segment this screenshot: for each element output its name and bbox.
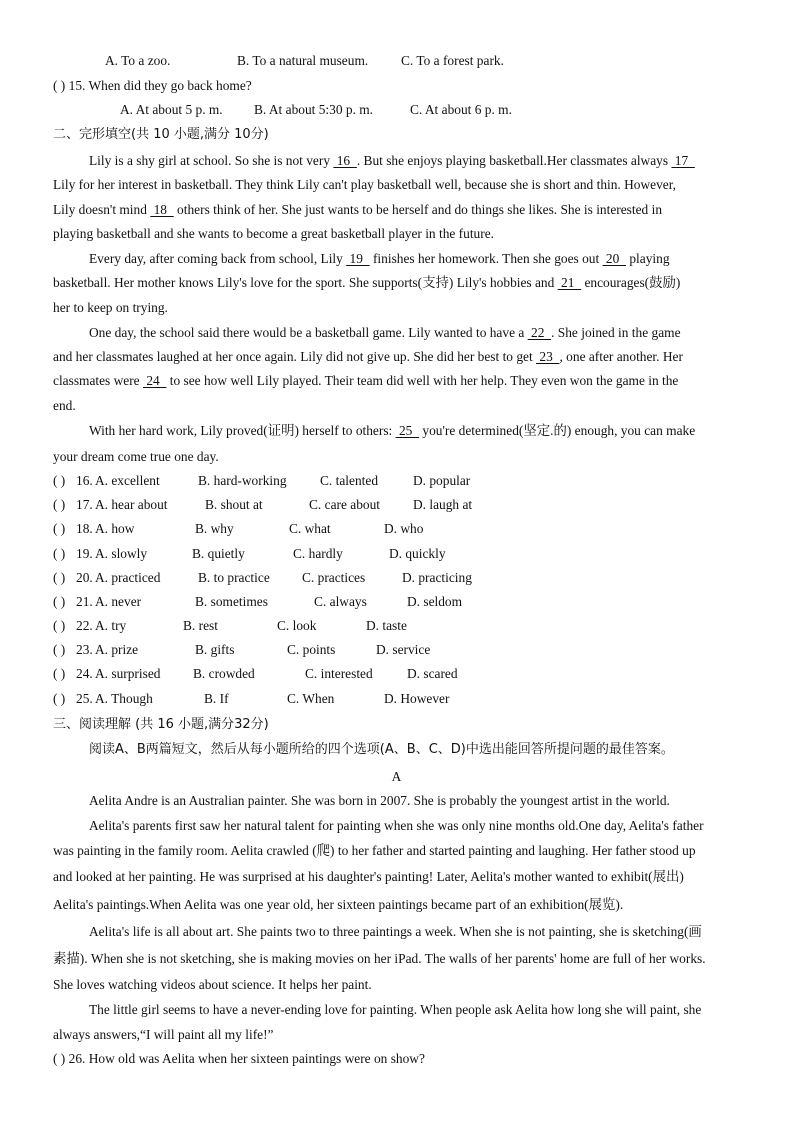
section3-title: 三、阅读理解 (共 16 小题,满分32分)	[53, 717, 269, 732]
cloze-blank-24[interactable]: 24	[142, 373, 167, 388]
option-d[interactable]: D. quickly	[389, 546, 446, 561]
option-d[interactable]: D. practicing	[402, 570, 472, 585]
cloze-text: playing	[626, 251, 670, 266]
cloze-text: you're determined(坚定.的) enough, you can make	[419, 423, 696, 438]
cloze-blank-25[interactable]: 25	[395, 423, 420, 438]
question-number: 23.	[76, 642, 93, 657]
cloze-line	[89, 423, 740, 439]
option-c[interactable]: C. look	[277, 618, 317, 633]
cloze-text: Lily doesn't mind	[53, 202, 151, 217]
cloze-text: basketball. Her mother knows Lily's love for the sport. She supports(支持) Lily's hobbies and	[53, 275, 558, 290]
option-a[interactable]: A. try	[95, 618, 127, 633]
option-c[interactable]: C. When	[287, 691, 335, 706]
answer-bracket[interactable]: ( )	[53, 691, 66, 706]
cloze-line	[89, 251, 740, 267]
answer-bracket[interactable]: ( )	[53, 521, 66, 536]
answer-bracket[interactable]: ( )	[53, 642, 66, 657]
option-d[interactable]: D. who	[384, 521, 424, 536]
cloze-line	[53, 226, 740, 242]
option-c[interactable]: C. talented	[320, 473, 379, 488]
cloze-line	[53, 177, 740, 193]
q15-option-a: A. At about 5 p. m.	[120, 102, 223, 117]
answer-bracket[interactable]: ( )	[53, 618, 66, 633]
cloze-text: your dream come true one day.	[53, 449, 219, 464]
cloze-line	[89, 325, 740, 341]
option-b[interactable]: B. crowded	[193, 666, 255, 681]
cloze-text: to see how well Lily played. Their team did well with her help. They even won the game in the	[166, 373, 679, 388]
option-c[interactable]: C. always	[314, 594, 367, 609]
passage-a-line: 素描). When she is not sketching, she is making movies on her iPad. The walls of her parents' home are full of her works.	[53, 951, 706, 966]
cloze-text: , one after another. Her	[559, 349, 683, 364]
cloze-blank-19[interactable]: 19	[346, 251, 370, 266]
passage-a-line: always answers,“I will paint all my life!”	[53, 1027, 274, 1042]
passage-a-line: and looked at her painting. He was surprised at his daughter's painting! Later, Aelita's mother wanted to exhibit(展出)	[53, 869, 684, 884]
q26-line	[53, 1051, 425, 1067]
answer-bracket[interactable]: ( )	[53, 570, 66, 585]
option-b[interactable]: B. quietly	[192, 546, 245, 561]
q15-stem: 15. When did they go back home?	[68, 78, 252, 93]
option-d[interactable]: D. taste	[366, 618, 407, 633]
q26-bracket[interactable]: ( )	[53, 1051, 66, 1066]
question-number: 20.	[76, 570, 93, 585]
cloze-line	[53, 349, 740, 365]
cloze-blank-21[interactable]: 21	[557, 275, 582, 290]
cloze-line	[89, 153, 740, 169]
question-number: 25.	[76, 691, 93, 706]
cloze-text: others think of her. She just wants to be herself and do things she likes. She is interested in	[173, 202, 663, 217]
option-b[interactable]: B. gifts	[195, 642, 235, 657]
cloze-text: and her classmates laughed at her once again. Lily did not give up. She did her best to get	[53, 349, 537, 364]
option-d[interactable]: D. seldom	[407, 594, 463, 609]
option-c[interactable]: C. hardly	[293, 546, 343, 561]
cloze-text: playing basketball and she wants to become a great basketball player in the future.	[53, 226, 494, 241]
passage-a-line: was painting in the family room. Aelita crawled (爬) to her father and started painting and laughing. Her father stood up	[53, 843, 696, 858]
option-d[interactable]: D. popular	[413, 473, 471, 488]
cloze-blank-18[interactable]: 18	[150, 202, 174, 217]
cloze-blank-23[interactable]: 23	[536, 349, 560, 364]
option-b[interactable]: B. If	[204, 691, 229, 706]
option-c[interactable]: C. points	[287, 642, 336, 657]
option-a[interactable]: A. never	[95, 594, 142, 609]
option-a[interactable]: A. slowly	[95, 546, 148, 561]
option-b[interactable]: B. sometimes	[195, 594, 268, 609]
option-a[interactable]: A. hear about	[95, 497, 168, 512]
passage-a-line: Aelita Andre is an Australian painter. She was born in 2007. She is probably the youngest artist in the world.	[89, 793, 670, 808]
answer-bracket[interactable]: ( )	[53, 497, 66, 512]
question-number: 19.	[76, 546, 93, 561]
option-b[interactable]: B. shout at	[205, 497, 263, 512]
option-b[interactable]: B. why	[195, 521, 234, 536]
option-a[interactable]: A. practiced	[95, 570, 161, 585]
option-d[interactable]: D. However	[384, 691, 450, 706]
cloze-blank-17[interactable]: 17	[671, 153, 695, 168]
cloze-blank-16[interactable]: 16	[333, 153, 357, 168]
option-c[interactable]: C. interested	[305, 666, 373, 681]
option-c[interactable]: C. what	[289, 521, 331, 536]
option-b[interactable]: B. hard-working	[198, 473, 287, 488]
cloze-text: . She joined in the game	[551, 325, 681, 340]
option-b[interactable]: B. to practice	[198, 570, 270, 585]
q15-stem-line	[53, 78, 252, 94]
cloze-text: Lily for her interest in basketball. They think Lily can't play basketball well, because she is short and thin. However,	[53, 177, 677, 192]
answer-bracket[interactable]: ( )	[53, 594, 66, 609]
question-number: 16.	[76, 473, 93, 488]
cloze-line	[53, 202, 740, 218]
cloze-text: With her hard work, Lily proved(证明) herself to others:	[89, 423, 396, 438]
q26-stem: 26. How old was Aelita when her sixteen paintings were on show?	[68, 1051, 425, 1066]
passage-a-line: Aelita's paintings.When Aelita was one year old, her sixteen paintings became part of an exhibition(展览).	[53, 897, 624, 912]
question-number: 18.	[76, 521, 93, 536]
question-number: 22.	[76, 618, 93, 633]
option-a[interactable]: A. prize	[95, 642, 139, 657]
option-a[interactable]: A. excellent	[95, 473, 160, 488]
option-a[interactable]: A. how	[95, 521, 135, 536]
cloze-line	[53, 398, 740, 414]
cloze-blank-20[interactable]: 20	[602, 251, 626, 266]
question-number: 24.	[76, 666, 93, 681]
q15-option-c: C. At about 6 p. m.	[410, 102, 512, 117]
cloze-line	[53, 275, 740, 291]
question-number: 21.	[76, 594, 93, 609]
option-b[interactable]: B. rest	[183, 618, 218, 633]
section3-instruction: 阅读A、B两篇短文，然后从每小题所给的四个选项(A、B、C、D)中选出能回答所提问题的最佳答案。	[89, 742, 674, 757]
passage-a-line: The little girl seems to have a never-ending love for painting. When people ask Aelita how long she will paint, she	[89, 1002, 702, 1017]
cloze-text: Lily is a shy girl at school. So she is not very	[89, 153, 334, 168]
answer-bracket[interactable]: ( )	[53, 546, 66, 561]
cloze-text: . But she enjoys playing basketball.Her classmates always	[356, 153, 672, 168]
answer-bracket[interactable]: ( )	[53, 666, 66, 681]
option-c[interactable]: C. care about	[309, 497, 381, 512]
cloze-text: encourages(鼓励)	[581, 275, 681, 290]
q15-option-b: B. At about 5:30 p. m.	[254, 102, 374, 117]
option-a[interactable]: A. surprised	[95, 666, 161, 681]
option-d[interactable]: D. scared	[407, 666, 458, 681]
option-d[interactable]: D. laugh at	[413, 497, 473, 512]
cloze-blank-22[interactable]: 22	[527, 325, 552, 340]
cloze-text: Every day, after coming back from school, Lily	[89, 251, 347, 266]
passage-a-line: Aelita's parents first saw her natural talent for painting when she was only nine months old.One day, Aelita's father	[89, 818, 704, 833]
passage-a-line: She loves watching videos about science. It helps her paint.	[53, 977, 372, 992]
cloze-text: One day, the school said there would be a basketball game. Lily wanted to have a	[89, 325, 528, 340]
passage-a-label: A	[391, 769, 402, 784]
cloze-text: end.	[53, 398, 76, 413]
q14-option-c: C. To a forest park.	[401, 53, 504, 68]
cloze-line	[53, 373, 740, 389]
cloze-line	[53, 449, 740, 465]
cloze-text: classmates were	[53, 373, 143, 388]
cloze-line	[53, 300, 740, 316]
option-c[interactable]: C. practices	[302, 570, 366, 585]
option-a[interactable]: A. Though	[95, 691, 153, 706]
cloze-text: her to keep on trying.	[53, 300, 168, 315]
answer-bracket[interactable]: ( )	[53, 473, 66, 488]
q14-option-b: B. To a natural museum.	[237, 53, 369, 68]
q15-bracket[interactable]: ( )	[53, 78, 66, 93]
option-d[interactable]: D. service	[376, 642, 431, 657]
cloze-text: finishes her homework. Then she goes out	[369, 251, 603, 266]
q14-option-a: A. To a zoo.	[105, 53, 171, 68]
question-number: 17.	[76, 497, 93, 512]
passage-a-line: Aelita's life is all about art. She paints two to three paintings a week. When she is not painting, she is sketching(画	[89, 924, 702, 939]
section2-title: 二、完形填空(共 10 小题,满分 10分)	[53, 127, 269, 142]
